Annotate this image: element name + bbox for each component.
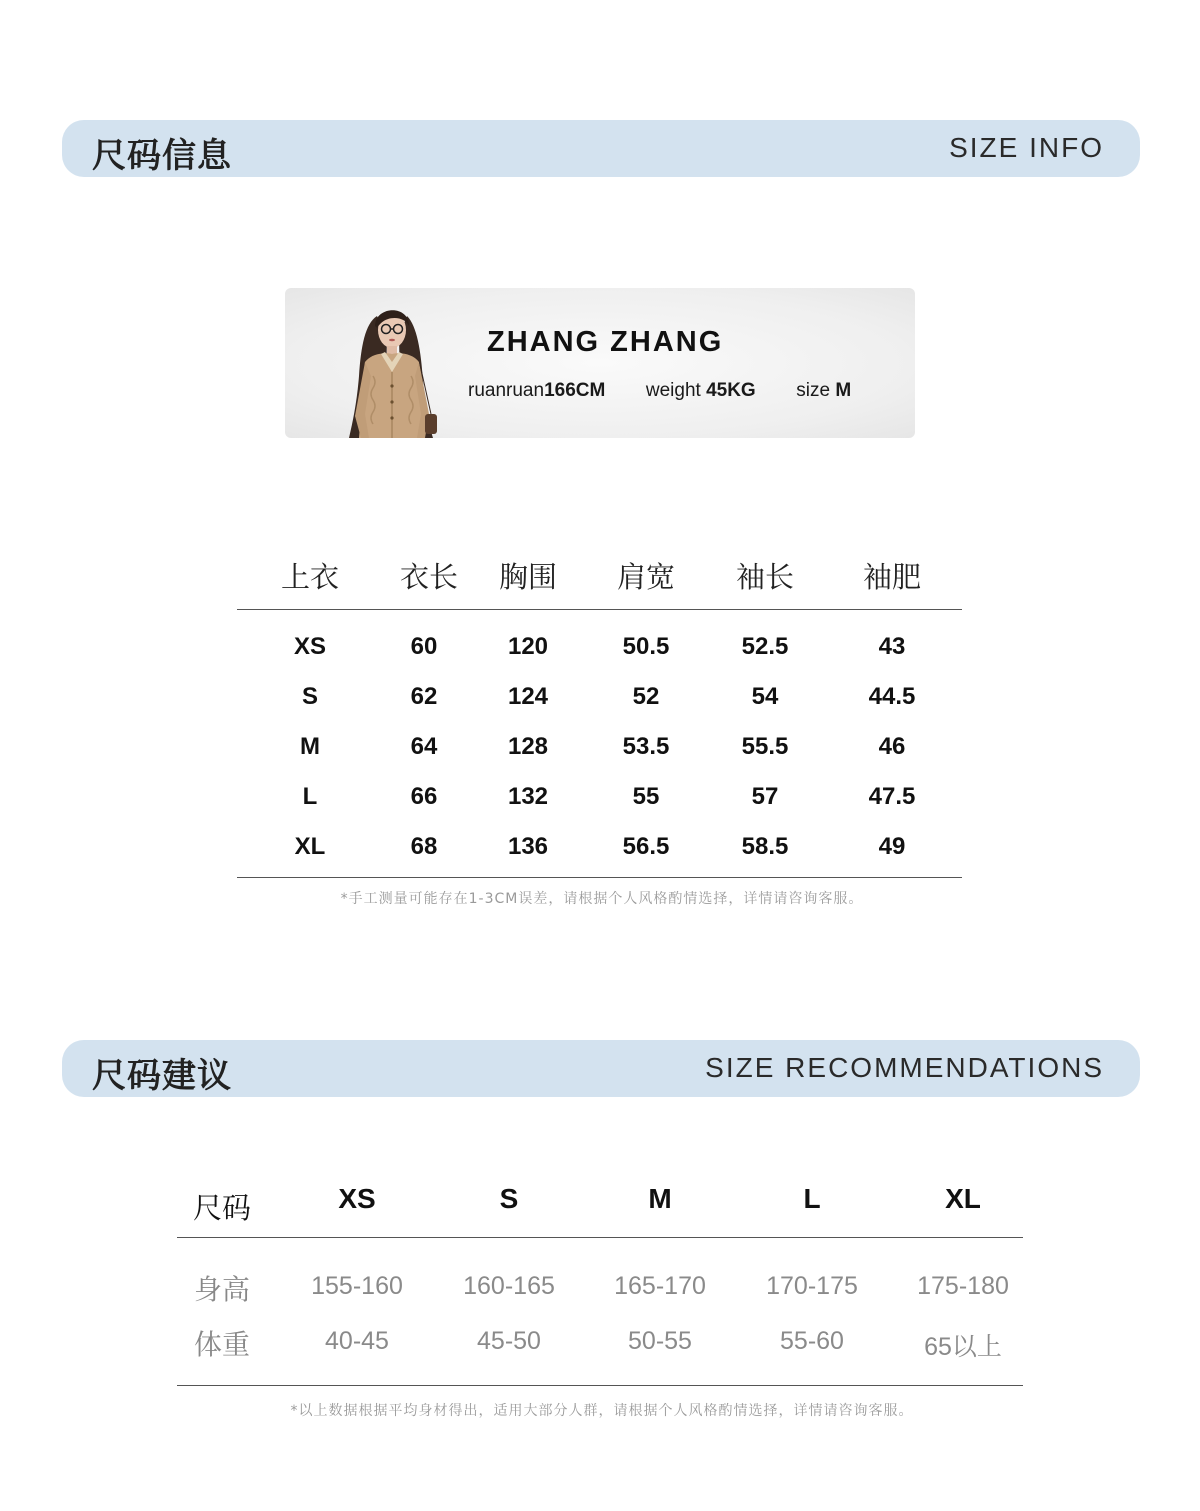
size-info-title-cn: 尺码信息 — [92, 136, 232, 176]
recommend-size-header: XS — [338, 1183, 376, 1214]
size-table-bottom-rule — [237, 877, 962, 878]
recommend-header-label: 尺码 — [192, 1191, 252, 1225]
size-table-cell: 56.5 — [622, 833, 670, 860]
size-table-header: 衣长 — [399, 560, 459, 594]
size-info-banner — [62, 120, 1140, 177]
recommend-cell: 165-170 — [614, 1272, 706, 1300]
size-table-cell: 43 — [878, 633, 906, 660]
size-table-cell: 136 — [507, 833, 549, 860]
size-table-cell: 64 — [410, 733, 438, 760]
size-table-cell: 55 — [632, 783, 660, 810]
recommend-cell: 155-160 — [311, 1272, 403, 1300]
size-table-header: 肩宽 — [616, 560, 676, 594]
size-table-header: 上衣 — [280, 560, 340, 594]
size-info-title-en: SIZE INFO — [949, 132, 1104, 163]
size-table-cell: 124 — [507, 683, 549, 710]
size-table-cell: 54 — [751, 683, 779, 710]
size-table-cell: 60 — [410, 633, 438, 660]
recommend-size-header: M — [648, 1183, 672, 1214]
size-table-cell: 49 — [878, 833, 906, 860]
model-weight-label: weight — [645, 380, 701, 401]
size-table-cell: 57 — [751, 783, 779, 810]
size-table-cell: 58.5 — [741, 833, 789, 860]
recommend-table-bottom-rule — [177, 1385, 1023, 1386]
size-table-cell: XS — [293, 633, 327, 660]
recommend-row-label: 体重 — [193, 1328, 251, 1361]
size-table-cell: L — [302, 783, 318, 810]
recommend-size-header: S — [499, 1183, 519, 1214]
size-table-header: 袖长 — [735, 560, 795, 594]
recommend-cell: 45-50 — [477, 1327, 541, 1355]
size-table-cell: XL — [294, 833, 326, 860]
recommend-cell: 170-175 — [766, 1272, 858, 1300]
model-card — [285, 288, 915, 438]
model-stats — [468, 380, 851, 402]
size-table-cell: 120 — [507, 633, 549, 660]
size-table-note: *手工测量可能存在1-3CM误差，请根据个人风格酌情选择，详情请咨询客服。 — [340, 891, 864, 907]
recommend-table-top-rule — [177, 1237, 1023, 1238]
size-table-cell: 132 — [507, 783, 549, 810]
size-table-cell: 46 — [878, 733, 906, 760]
recommend-cell: 175-180 — [917, 1272, 1009, 1300]
recommend-cell: 40-45 — [325, 1327, 389, 1355]
size-recommend-banner — [62, 1040, 1140, 1097]
size-table-cell: 50.5 — [622, 633, 670, 660]
recommend-cell: 65以上 — [924, 1333, 1002, 1361]
model-height: 166CM — [544, 380, 606, 401]
size-table-cell: 66 — [410, 783, 438, 810]
model-nick: ruanruan — [468, 380, 545, 401]
recommend-cell: 50-55 — [628, 1327, 692, 1355]
model-name: ZHANG ZHANG — [487, 326, 724, 358]
model-photo — [325, 296, 465, 438]
recommend-cell: 55-60 — [780, 1327, 844, 1355]
recommend-table-note: *以上数据根据平均身材得出，适用大部分人群，请根据个人风格酌情选择，详情请咨询客服。 — [290, 1403, 914, 1419]
size-table-cell: 44.5 — [868, 683, 916, 710]
size-table-cell: S — [301, 683, 319, 710]
model-weight: 45KG — [706, 380, 756, 401]
recommend-size-header: L — [803, 1183, 821, 1214]
size-table-cell: 55.5 — [741, 733, 789, 760]
recommend-size-header: XL — [945, 1183, 981, 1214]
size-table-cell: 62 — [410, 683, 438, 710]
model-size-label: size — [796, 380, 831, 401]
size-table-cell: 47.5 — [868, 783, 916, 810]
recommend-row-label: 身高 — [193, 1273, 251, 1306]
size-table-cell: 68 — [410, 833, 438, 860]
size-table-header: 胸围 — [498, 560, 558, 594]
size-recommend-title-en: SIZE RECOMMENDATIONS — [705, 1052, 1104, 1083]
size-table-top-rule — [237, 609, 962, 610]
size-table-cell: 52 — [632, 683, 660, 710]
size-table-cell: 52.5 — [741, 633, 789, 660]
recommend-cell: 160-165 — [463, 1272, 555, 1300]
size-table-cell: M — [300, 733, 320, 760]
model-size: M — [835, 380, 852, 401]
size-table-header: 袖肥 — [862, 560, 922, 594]
size-recommend-title-cn: 尺码建议 — [92, 1056, 232, 1096]
size-table-cell: 128 — [507, 733, 549, 760]
size-table-cell: 53.5 — [622, 733, 670, 760]
